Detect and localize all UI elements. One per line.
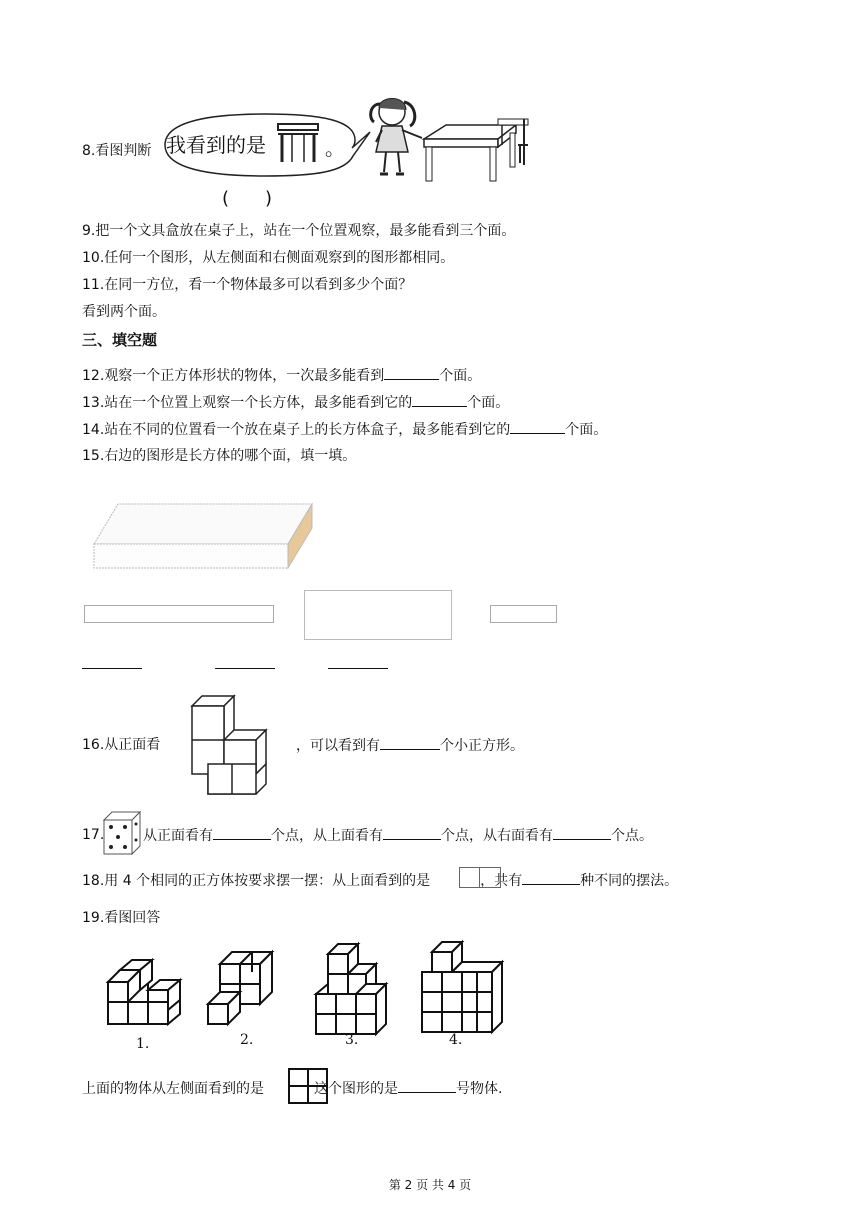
- section-heading: 三、填空题: [82, 331, 158, 349]
- q11-answer: 看到两个面。: [82, 304, 166, 320]
- dice-icon: [102, 810, 142, 856]
- q13-line: 13.站在一个位置上观察一个长方体，最多能看到它的 个面。: [82, 392, 509, 413]
- answer-blank[interactable]: [215, 668, 275, 669]
- cuboid-illustration: [90, 500, 315, 572]
- four-square-view-icon: [288, 1068, 328, 1104]
- q19-line: 上面的物体从左侧面看到的是 这个图形的是 号物体.: [82, 1078, 502, 1099]
- answer-blank[interactable]: [510, 419, 565, 434]
- answer-blank[interactable]: [412, 392, 467, 407]
- answer-blank[interactable]: [383, 825, 441, 840]
- answer-blank[interactable]: [398, 1078, 456, 1093]
- answer-parentheses: ( ): [222, 188, 273, 209]
- answer-blank[interactable]: [522, 870, 580, 885]
- answer-blank[interactable]: [384, 365, 439, 380]
- answer-blank[interactable]: [553, 825, 611, 840]
- table-front-view-icon: [276, 120, 320, 164]
- q11-question: 11.在同一方位，看一个物体最多可以看到多少个面？: [82, 277, 413, 293]
- bubble-text: 我看到的是: [166, 133, 266, 157]
- figure-label-3: 3.: [345, 1032, 359, 1048]
- q17-line: 从正面看有 个点，从上面看有 个点，从右面看有 个点。: [143, 825, 653, 846]
- q15-text: 15.右边的图形是长方体的哪个面，填一填。: [82, 448, 357, 464]
- figure-label-1: 1.: [136, 1036, 150, 1052]
- q19-title: 19.看图回答: [82, 910, 161, 926]
- q14-line: 14.站在不同的位置看一个放在桌子上的长方体盒子，最多能看到它的 个面。: [82, 419, 607, 440]
- page-footer: 第 2 页 共 4 页: [388, 1178, 472, 1192]
- bubble-period: 。: [325, 136, 345, 160]
- q16-label: 16.从正面看: [82, 737, 161, 753]
- q12-line: 12.观察一个正方体形状的物体，一次最多能看到 个面。: [82, 365, 481, 386]
- q17-label: 17.: [82, 827, 105, 843]
- stacked-cubes-figure: [190, 694, 270, 798]
- answer-blank[interactable]: [82, 668, 142, 669]
- side-face-shape: [490, 605, 557, 623]
- figure-label-2: 2.: [240, 1032, 254, 1048]
- two-square-top-view-icon: [459, 867, 501, 888]
- q8-label: 8.看图判断: [82, 143, 152, 159]
- answer-blank[interactable]: [328, 668, 388, 669]
- q10-text: 10.任何一个图形，从左侧面和右侧面观察到的图形都相同。: [82, 250, 455, 266]
- long-face-shape: [84, 605, 274, 623]
- q18-line: 18.用 4 个相同的正方体按要求摆一摆：从上面看到的是 ，共有 种不同的摆法。: [82, 870, 678, 891]
- top-face-shape: [304, 590, 452, 640]
- answer-blank[interactable]: [380, 735, 440, 750]
- answer-blank[interactable]: [213, 825, 271, 840]
- table-and-chair-illustration: [420, 115, 535, 185]
- q16-rest: ，可以看到有 个小正方形。: [296, 735, 524, 756]
- q9-text: 9.把一个文具盒放在桌子上，站在一个位置观察，最多能看到三个面。: [82, 223, 516, 239]
- girl-illustration: [362, 92, 428, 178]
- figure-label-4: 4.: [449, 1032, 463, 1048]
